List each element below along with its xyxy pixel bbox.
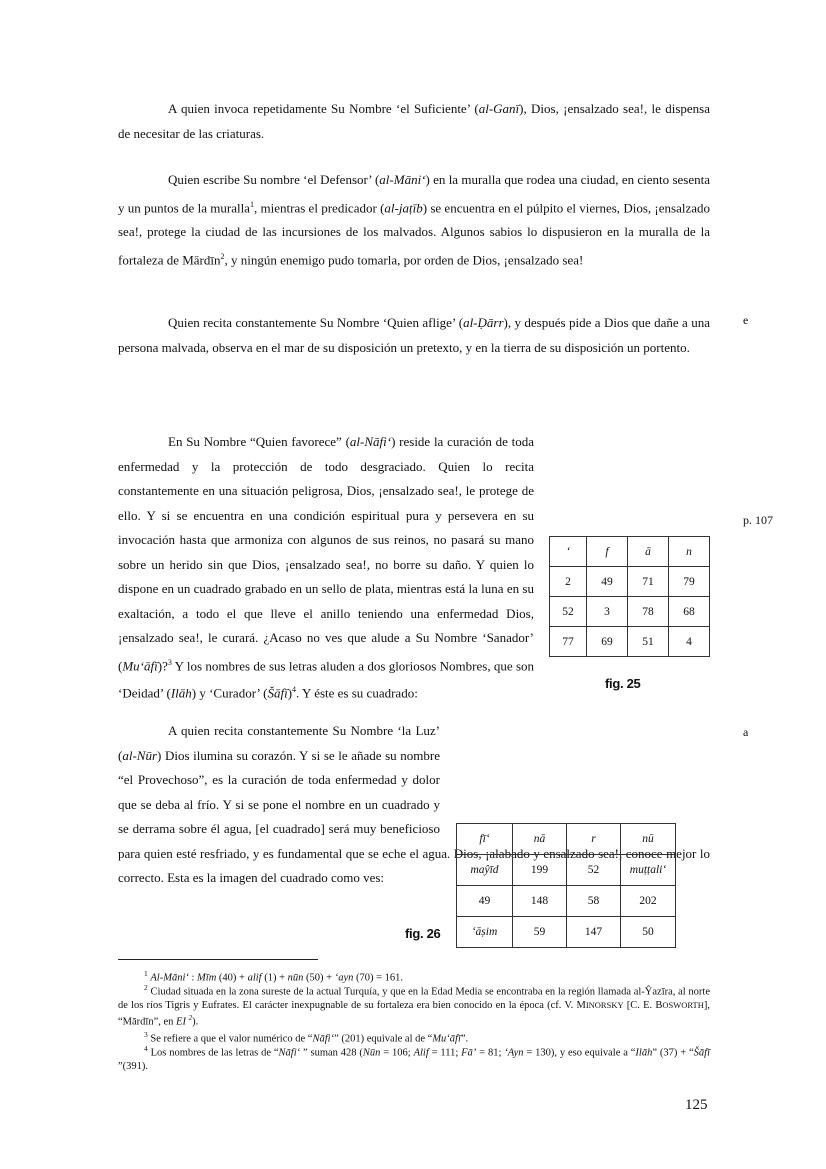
table-cell: 147 [567, 917, 621, 948]
footnote-ref[interactable]: 4 [292, 685, 297, 695]
table-cell: 49 [587, 567, 628, 597]
text: Y los nombres de sus letras aluden a dos gloriosos Nombres, que son ‘Deidad’ ( [118, 657, 534, 701]
transliteration: al-Māni‘ [379, 172, 426, 187]
table-cell: n [669, 537, 710, 567]
text: )? [157, 657, 168, 673]
text: A quien invoca repetidamente Su Nombre ‘el Suficiente’ ( [168, 101, 479, 116]
transliteration: al-jaṭīb [384, 199, 423, 215]
table-cell: 202 [621, 886, 676, 917]
table-row [550, 597, 710, 627]
table-cell: ‘āṣim [457, 917, 513, 948]
table-cell: ā [628, 537, 669, 567]
footnote-3: $^3$ Se refiere a que el valor numérico de “Nāfi‘” (201) equivale al de “Mu‘āfī”. [144, 1030, 469, 1045]
magic-square-fig26 [456, 823, 676, 948]
text: , y ningún enemigo pudo tomarla, por orden de Dios, ¡ensalzado sea! [224, 252, 584, 268]
text: . Y éste es su cuadrado: [296, 685, 418, 701]
margin-note: p. 107 [743, 513, 773, 527]
table-cell: fī‘ [457, 824, 513, 855]
table-row [457, 917, 676, 948]
table-row [457, 855, 676, 886]
text: ) reside la curación de toda enfermedad y la protección de todo desgraciado. Quien lo recita constantemente en una situación peligrosa, Dios, ¡ensalzado sea!, le protege de ello. Y si se encuentra en una condición espiritual pura y persevera en su invocación hasta que armoniza con algunos de sus reinos, no pasará su mano sobre un herido sin que Dios, ¡ensalzado sea!, no borre su daño. Y quien lo dispone en un cuadrado grabado en un sello de plata, mientras está la luna en su exaltación, a todo el que lleve el anillo teniendo una enfermedad Dios, ¡ensalzado sea!, le curará. ¿Acaso no ves que alude a Su Nombre ‘Sanador’ ( [118, 434, 534, 673]
text: ) [287, 685, 293, 701]
figure-caption: fig. 26 [405, 926, 441, 941]
text: ) Dios ilumina su corazón. Y si se le añade su nombre “el Provechoso”, es la curación de toda enfermedad y dolor que se deba al frío. Y si se pone el nombre en un cuadrado y se derrama sobre él agua, [el cuadrado] será muy beneficioso para quien esté resfriado, y es fundamental que se eche el agua. Dios, ¡alabado y ensalzado sea!, conoce mejor lo correcto. Esta es la imagen del cuadrado como ves: [118, 747, 710, 885]
transliteration: al-Nāfi‘ [349, 434, 392, 449]
table-cell: 199 [513, 855, 567, 886]
transliteration: Mu‘āfī [122, 657, 158, 673]
margin-note: a [743, 725, 749, 739]
margin-note: e [743, 313, 749, 327]
transliteration: al-Nūr [122, 747, 158, 763]
text: ) se encuentra en el púlpito el viernes, Dios, ¡ensalzado sea!, protege la ciudad de las incursiones de los malvados. Algunos sabios lo dispusieron en la muralla de la fortaleza de Mārdīn [118, 199, 711, 268]
footnote-ref[interactable]: 3 [167, 657, 172, 667]
table-row [550, 537, 710, 567]
table-row [457, 886, 676, 917]
table-cell: maŷīd [457, 855, 513, 886]
paragraph-2 [118, 168, 710, 273]
table-cell: 52 [567, 855, 621, 886]
text: Quien recita constantemente Su Nombre ‘Quien aflige’ ( [168, 315, 464, 330]
table-cell: nā [513, 824, 567, 855]
text: En Su Nombre “Quien favorece” ( [168, 434, 350, 449]
table-cell: muṭṭali‘ [621, 855, 676, 886]
text: Quien escribe Su nombre ‘el Defensor’ ( [168, 172, 380, 187]
footnote-4: $^4$ Los nombres de las letras de “Nāfi‘ ” suman 428 (Nūn = 106; Alif = 111; Fā’ = 81; ‘Ayn = 130), y eso equivale a “Ilāh” (37) + “Šāfī ”(391). [118, 1044, 710, 1072]
table-cell: r [567, 824, 621, 855]
footnote-2: $^2$ Ciudad situada en la zona sureste de la actual Turquía, y que en la Edad Media se encontraba en la región llamada al-Ŷazīra, al norte de los ríos Tigris y Eufrates. El carácter inexpugnable de su fortaleza era bien conocido en la época (cf. V. MINORSKY [C. E. BOSWORTH], “Mārdīn”, en EI $^2$). [118, 983, 711, 1027]
table-row [550, 567, 710, 597]
table-cell: 77 [550, 627, 587, 657]
table-cell: 4 [669, 627, 710, 657]
paragraph-3 [118, 311, 710, 360]
transliteration: al-Ganī [478, 101, 520, 116]
text: ), Dios, ¡ensalzado sea!, le dispensa de necesitar de las criaturas. [118, 101, 710, 141]
footnote-ref[interactable]: 1 [249, 199, 254, 209]
paragraph-1 [118, 97, 710, 146]
table-cell: f [587, 537, 628, 567]
text: ) y ‘Curador’ ( [191, 685, 268, 701]
footnote-rule [118, 959, 318, 960]
table-row [457, 824, 676, 855]
text: ) en la muralla que rodea una ciudad, en ciento sesenta y un puntos de la muralla [118, 172, 710, 215]
table-row [550, 627, 710, 657]
table-cell: 59 [513, 917, 567, 948]
figure-caption: fig. 25 [605, 676, 641, 691]
table-cell: ‘ [550, 537, 587, 567]
page-number: 125 [685, 1097, 708, 1113]
text: A quien recita constantemente Su Nombre ‘la Luz’ ( [118, 723, 440, 763]
footnote-1: $^1$ Al-Māni‘ : Mīm (40) + alif (1) + nūn (50) + ‘ayn (70) = 161. [144, 969, 404, 984]
table-cell: 51 [628, 627, 669, 657]
footnote-ref[interactable]: 2 [220, 251, 225, 261]
text: ), y después pide a Dios que dañe a una persona malvada, observa en el mar de su disposición un pretexto, y en la tierra de su disposición un portento. [118, 315, 710, 355]
table-cell: 69 [587, 627, 628, 657]
magic-square-fig25 [549, 536, 710, 657]
table-cell: 50 [621, 917, 676, 948]
table-cell: 49 [457, 886, 513, 917]
table-cell: 71 [628, 567, 669, 597]
transliteration: Ilāh [170, 685, 192, 701]
transliteration: Šāfī [267, 685, 288, 701]
table-cell: 2 [550, 567, 587, 597]
table-cell: nū [621, 824, 676, 855]
table-cell: 52 [550, 597, 587, 627]
text: , mientras el predicador ( [253, 199, 385, 215]
table-cell: 148 [513, 886, 567, 917]
table-cell: 68 [669, 597, 710, 627]
table-cell: 3 [587, 597, 628, 627]
table-cell: 78 [628, 597, 669, 627]
table-cell: 79 [669, 567, 710, 597]
transliteration: al-Ḍārr [463, 315, 504, 330]
table-cell: 58 [567, 886, 621, 917]
